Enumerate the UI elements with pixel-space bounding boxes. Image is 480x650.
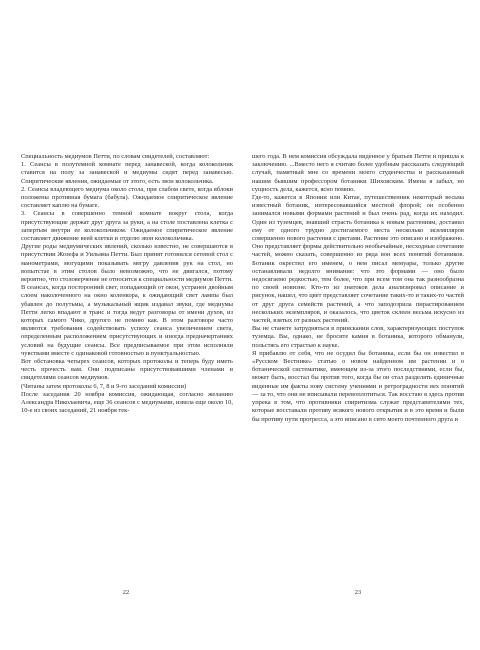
right-page-text: шего года. В нем комиссия обсуждала виденное у братьев Петти и пришла к заключению. ...Вместо него я считаю более удобным рассказать следующий случай, памятный мне со времени моего студенчества и рассказанный нашим бывшим профессором ботаники Шиховским. Имена я забыл, но сущность дела, кажется, ясно помню. Где-то, кажется в Японии или Китае, путешественник некоторый весьма известный ботаник, интересовавшийся местной флорой; он особенно занимался новыми формами растений и был очень рад, когда их находил. Один из туземцев, знавший страсть ботаника к новым растениям, доставил ему от одного трудно достигаемого места несколько экземпляров совершенно нового растения с цветами. Растение это описано и изображено. Оно представляет формы действительно необычайные, несходные сочетание частей, можно сказать, совершенно из ряда вон всех понятий ботаников. Ботаник окрестил его именем, о нем писал мемуары, только другие останавливали недолго внимание: что это формами — оно было недосягаемо редкостью, тем более, что при всем том она так разнообразна по своей новизне. Кто-то из знатоков дела анализировал описание и рисунок, нашел, что цвет представляет сочетание таких-то и таких-то частей от друг друга семейств растений, а что заподозрила пирастированием нескольких экземпляров, и оказалось, что цветок склеен весьма искусно из частей, взятых от разных растений. Вы не станете затрудняться в приискании слов, характеризующих поступок туземца. Вы, однако, не бросите камня в ботаника, которого обманули, польстясь его страстью к науке. Я прибавлю от себя, что не осудил бы ботаника, если бы он известил в «Русском Вестнике» статью о новом найденном им растении и о ботанической систематике, имеющем из-за этого последствиями, если бы, может быть, восстал бы против того, когда бы он стал разделять единичные виденные им факты нову систему учениями и ретроградности вех понятий — за то, что они не вписывали перевоплотиться. Так восстаю я здесь против упрека в том, что противники спиритизма служат представителями тех, которые восставали противу всякого нового открытия и в это время и были бы противу пути прогресса, а это вписано в сито моего почтенного друга и [252, 153, 464, 423]
left-page [21, 153, 233, 623]
right-page [252, 153, 464, 623]
left-page-text: Специальность медиумов Петти, по словам свидетелей, составляют: 1. Сеансы в полутемной комнате перед занавеской, когда колокольчик ставится на полу за занавеской и медиумы сидят перед занавесью. Спиритические явления, ожидаемые от этого, есть звон колокольчика. 2. Сеансы владеющего медиума около стола, при слабом свете, когда яблоки положены противная бумага (бабула). Ожидаемое спиритическое явление составляет каплю на бумаге. 3. Сеансы в совершенно темной комнате вокруг стола, когда присутствующие держат друг друга за руки, а на столе поставлена клетка с запертым внутри ее колокольчиком. Ожидаемое спиритическое явление составляет движение веей клетки и отделю звон колокольчика. Другие роды медиумических явлений, сколько известно, не совершаются в присутствии Жозефа и Уильяма Петти. Был принят готовился сетевой стол с манометрами, могущими показывать мегру давления рук на стол, но вопытстае в этим столов было невозможно, что не двигался, потому вероятно, что столоверчение не относится к специальности медиумов Петти. В сеансах, когда посторонний свет, попадающий от окон, устранен двойным слоем наколоченного на окно коленкора, к ожидающий свет лампы был убавлен до полутьмы, а музыкальный ящик издавал звуки, где медиумы Петти легко впадают в транс и тогда ведут разговоры от имени духов, из которых самого Чико, другого не помню как. В этом разговоре часто являются требования содействовать успеху сеанса увеличением света, определенным расположением присутствующих и иногда предначертаниях условий на будущие сеансы. Все предписываемое при этом исполняли чувствами вместе с одинаковой готовностью и пунктуальностью. Вот обстановка четырех сеансов, которых протоколы и теперь буду иметь честь прочесть вам. Они подписаны присутствовавшими членами и свидетелями сеансов медиумов. (Читаны затем протоколы 6, 7, 8 и 9-го заседаний комиссии) После заседания 20 ноября комиссия, ожидающая, согласно желанию Александра Николаевича, еще 36 сеансов с медиумами, извела еще около 10, 10-е из своих заседаний, 21 ноября тек- [21, 153, 233, 415]
right-page-number: 23 [354, 589, 362, 596]
left-page-number: 22 [122, 589, 130, 596]
